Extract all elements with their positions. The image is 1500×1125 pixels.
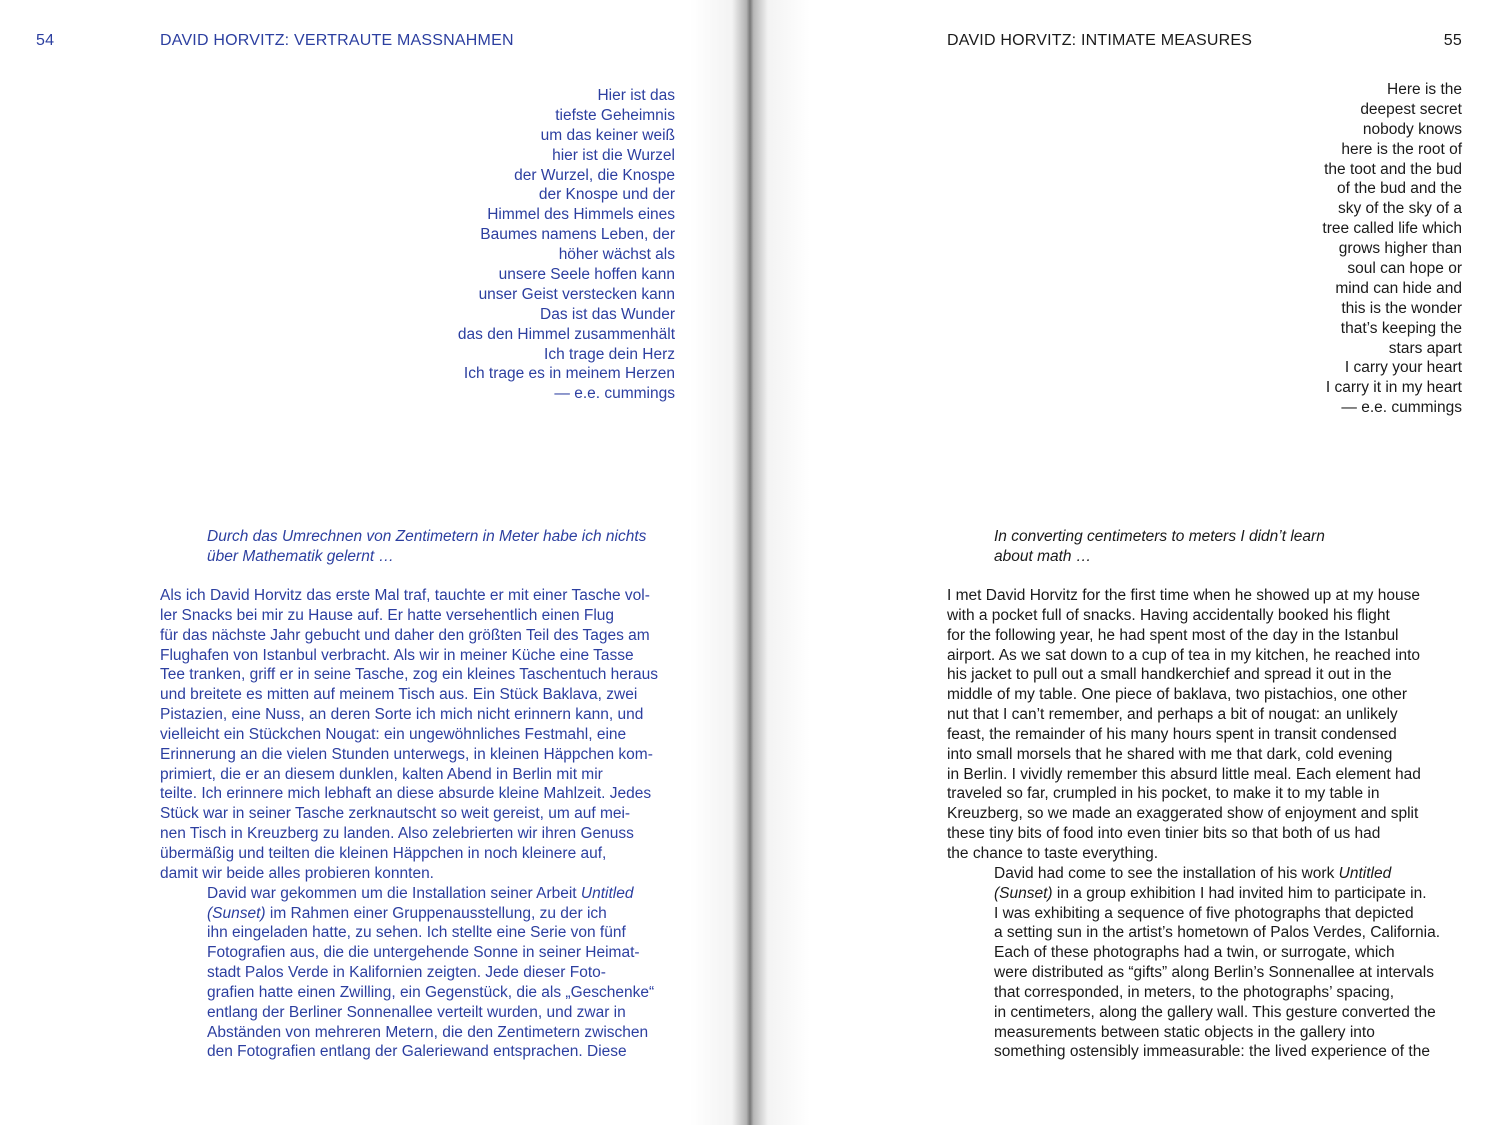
epigraph-line: über Mathematik gelernt … [207, 548, 394, 565]
body-line: for the following year, he had spent most of the day in the Istanbul [947, 626, 1399, 644]
body-line: Erinnerung an die vielen Stunden unterwegs, in kleinen Häppchen kom- [160, 745, 653, 763]
body-line: measurements between static objects in the gallery into [994, 1023, 1375, 1041]
body-line: Als ich David Horvitz das erste Mal traf, tauchte er mit einer Tasche vol- [160, 587, 650, 604]
poem-line: unser Geist verstecken kann [478, 285, 675, 303]
body-line: ihn eingeladen hatte, zu sehen. Ich stellte eine Serie von fünf [207, 924, 626, 942]
body-line: his jacket to pull out a small handkerchief and spread it out in the [947, 666, 1392, 684]
body-line: Flughafen von Istanbul verbracht. Als wir in meiner Küche eine Tasse [160, 646, 634, 664]
body-line: traveled so far, crumpled in his pocket, to make it to my table in [947, 785, 1380, 803]
body-text: David had come to see the installation of his work [994, 864, 1339, 882]
poem-line: soul can hope or [1347, 260, 1462, 278]
epigraph-english [994, 527, 1325, 567]
body-text-german [160, 586, 658, 1062]
body-text: David war gekommen um die Installation seiner Arbeit [207, 884, 581, 902]
body-text: im Rahmen einer Gruppenausstellung, zu der ich [265, 904, 607, 922]
poem-line: Himmel des Himmels eines [487, 206, 675, 224]
body-line: a setting sun in the artist’s hometown of Palos Verdes, California. [994, 924, 1441, 942]
poem-line: tree called life which [1322, 220, 1462, 238]
body-line: übermäßig und teilten die kleinen Häppchen in noch kleinere auf, [160, 844, 607, 862]
poem-line: deepest secret [1360, 100, 1462, 118]
body-line: these tiny bits of food into even tinier bits so that both of us had [947, 825, 1381, 843]
poem-attribution: — e.e. cummings [554, 385, 675, 403]
body-line: damit wir beide alles probieren konnten. [160, 864, 434, 882]
body-line: stadt Palos Verde in Kalifornien zeigten. Jede dieser Foto- [207, 964, 606, 982]
poem-line: höher wächst als [558, 246, 675, 264]
poem-line: nobody knows [1362, 120, 1462, 138]
poem-attribution: — e.e. cummings [1341, 399, 1462, 417]
right-page [750, 0, 1500, 1125]
poem-line: of the bud and the [1337, 180, 1462, 198]
poem-german [458, 86, 675, 404]
body-line: feast, the remainder of his many hours spent in transit condensed [947, 725, 1397, 743]
poem-english [1322, 80, 1462, 418]
poem-line: der Knospe und der [538, 186, 675, 204]
page-number-left: 54 [36, 32, 55, 49]
body-line: Tee tranken, griff er in seine Tasche, zog ein kleines Taschentuch heraus [160, 666, 659, 684]
body-line: something ostensibly immeasurable: the lived experience of the [994, 1043, 1430, 1061]
artwork-title: Untitled [1338, 864, 1392, 882]
body-line: grafien hatte einen Zwilling, ein Gegenstück, die als „Geschenke“ [207, 983, 655, 1001]
poem-line: Ich trage dein Herz [544, 345, 675, 363]
poem-line: this is the wonder [1341, 299, 1462, 317]
poem-line: mind can hide and [1335, 279, 1462, 297]
body-line: Kreuzberg, so we made an exaggerated show of enjoyment and split [947, 805, 1419, 823]
body-line: und breitete es mitten auf meinem Tisch aus. Ein Stück Baklava, zwei [160, 686, 638, 704]
poem-line: the toot and the bud [1324, 160, 1462, 178]
body-line: primiert, die er an diesem dunklen, kalten Abend in Berlin mit mir [160, 765, 603, 783]
body-line: vielleicht ein Stückchen Nougat: ein ungewöhnliches Festmahl, eine [160, 725, 627, 743]
page-number-right: 55 [1443, 32, 1462, 49]
running-head-right: DAVID HORVITZ: INTIMATE MEASURES [947, 32, 1253, 49]
body-line: in Berlin. I vividly remember this absurd little meal. Each element had [947, 765, 1421, 783]
body-line: into small morsels that he shared with me that dark, cold evening [947, 745, 1393, 763]
body-line [947, 884, 1440, 904]
body-text: in a group exhibition I had invited him to participate in. [1052, 884, 1427, 902]
body-line [160, 904, 658, 924]
body-line: entlang der Berliner Sonnenallee verteilt wurden, und zwar in [207, 1003, 626, 1021]
body-line: I was exhibiting a sequence of five photographs that depicted [994, 904, 1414, 922]
epigraph-line: Durch das Umrechnen von Zentimetern in Meter habe ich nichts [207, 528, 647, 545]
poem-line: um das keiner weiß [540, 126, 675, 144]
body-line: middle of my table. One piece of baklava, two pistachios, one other [947, 686, 1408, 704]
body-line [160, 884, 658, 904]
body-line: ler Snacks bei mir zu Hause auf. Er hatte versehentlich einen Flug [160, 606, 615, 624]
body-line: Stück war in seiner Tasche zerknautscht so weit gereist, um auf mei- [160, 805, 631, 823]
poem-line: der Wurzel, die Knospe [514, 166, 675, 184]
body-line: Abständen von mehreren Metern, die den Zentimetern zwischen [207, 1023, 649, 1041]
body-line: Pistazien, eine Nuss, an deren Sorte ich mich nicht erinnern kann, und [160, 706, 644, 724]
running-head-left: DAVID HORVITZ: VERTRAUTE MASSNAHMEN [160, 32, 514, 49]
body-line: in centimeters, along the gallery wall. This gesture converted the [994, 1003, 1436, 1021]
poem-line: Here is the [1387, 81, 1462, 98]
body-line [947, 864, 1440, 884]
artwork-title: (Sunset) [994, 884, 1053, 902]
poem-line: Das ist das Wunder [540, 305, 675, 323]
poem-line: das den Himmel zusammenhält [457, 325, 675, 343]
body-line: airport. As we sat down to a cup of tea in my kitchen, he reached into [947, 646, 1421, 664]
artwork-title: Untitled [580, 884, 634, 902]
poem-line: unsere Seele hoffen kann [498, 266, 675, 284]
body-line: with a pocket full of snacks. Having accidentally booked his flight [947, 606, 1390, 624]
body-line: were distributed as “gifts” along Berlin’s Sonnenallee at intervals [994, 964, 1434, 982]
body-line: that corresponded, in meters, to the photographs’ spacing, [994, 983, 1395, 1001]
artwork-title: (Sunset) [207, 904, 266, 922]
body-line: teilte. Ich erinnere mich lebhaft an diese absurde kleine Mahlzeit. Jedes [160, 785, 652, 803]
poem-line: I carry your heart [1344, 359, 1462, 377]
poem-line: grows higher than [1338, 240, 1462, 258]
poem-line: stars apart [1388, 339, 1462, 357]
epigraph-german [207, 527, 646, 567]
body-text-english [947, 586, 1440, 1062]
poem-line: Ich trage es in meinem Herzen [463, 365, 675, 383]
poem-line: Baumes namens Leben, der [480, 226, 675, 244]
body-line: den Fotografien entlang der Galeriewand entsprachen. Diese [207, 1043, 627, 1061]
body-line: Each of these photographs had a twin, or surrogate, which [994, 944, 1395, 962]
poem-line: sky of the sky of a [1337, 200, 1462, 218]
body-line: nen Tisch in Kreuzberg zu landen. Also zelebrierten wir ihren Genuss [160, 825, 634, 843]
body-line: für das nächste Jahr gebucht und daher den größten Teil des Tages am [160, 626, 650, 644]
poem-line: tiefste Geheimnis [555, 106, 675, 124]
poem-line: Hier ist das [597, 87, 675, 104]
body-line: Fotografien aus, die die untergehende Sonne in seiner Heimat- [207, 944, 640, 962]
poem-line: hier ist die Wurzel [552, 146, 675, 164]
epigraph-line: about math … [994, 548, 1092, 565]
body-line: nut that I can’t remember, and perhaps a bit of nougat: an unlikely [947, 706, 1398, 724]
poem-line: that’s keeping the [1340, 319, 1462, 337]
body-line: I met David Horvitz for the first time when he showed up at my house [947, 587, 1420, 604]
body-line: the chance to taste everything. [947, 844, 1159, 862]
epigraph-line: In converting centimeters to meters I didn’t learn [994, 528, 1325, 545]
poem-line: I carry it in my heart [1325, 379, 1462, 397]
poem-line: here is the root of [1341, 140, 1462, 158]
